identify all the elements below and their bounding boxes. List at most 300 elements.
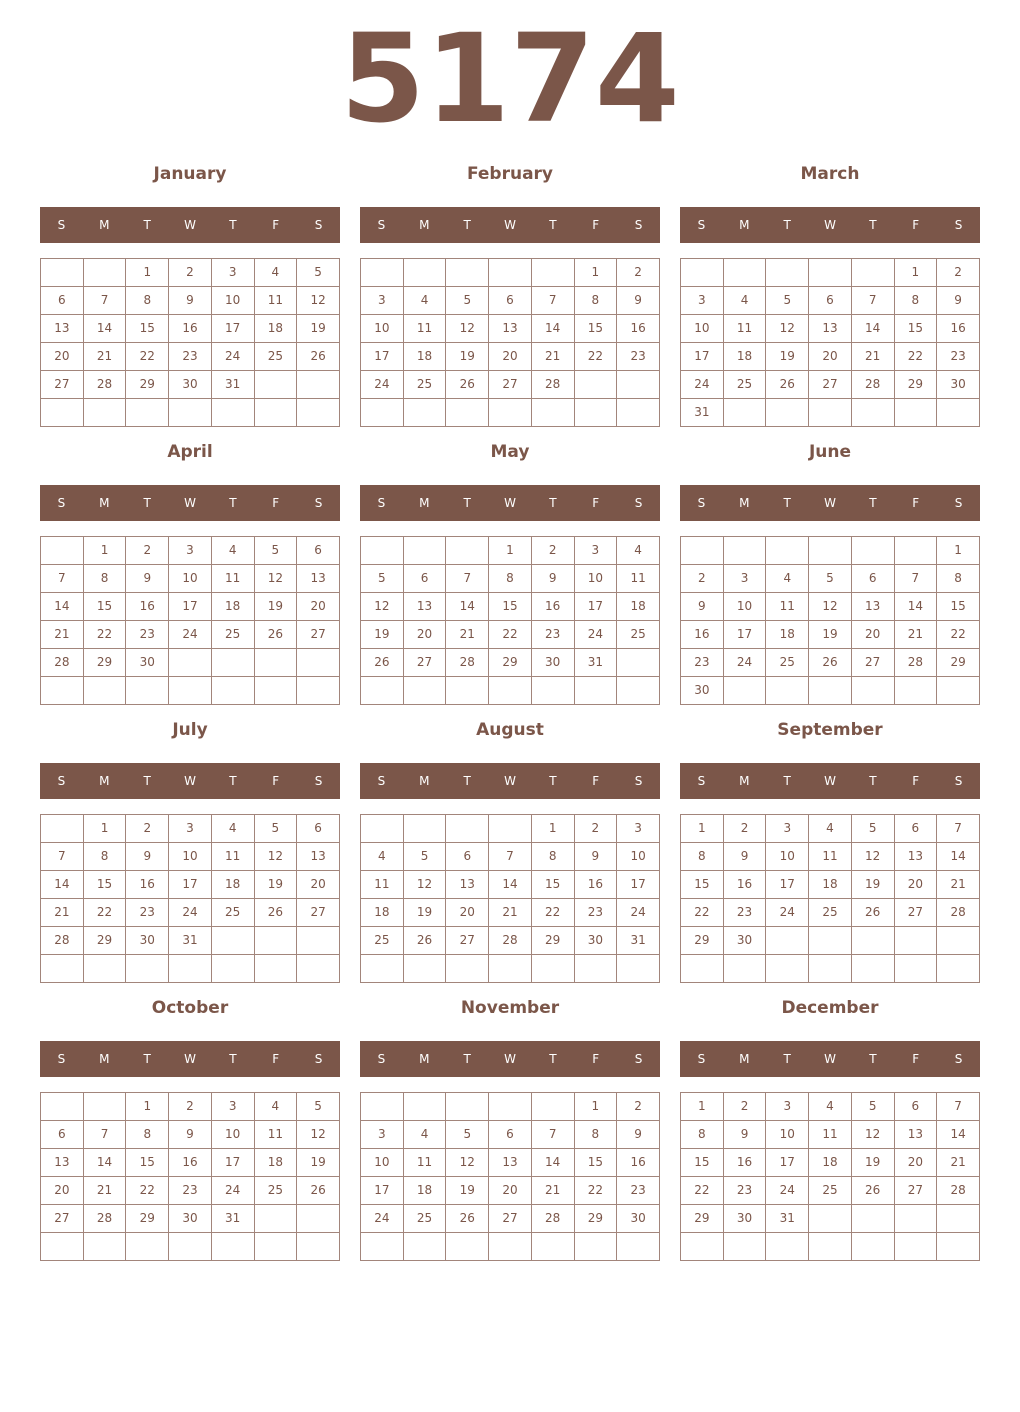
day-cell: 3 [211, 259, 254, 287]
day-cell [489, 259, 532, 287]
day-cell: 15 [531, 871, 574, 899]
day-cell: 22 [894, 343, 937, 371]
weekday-label: T [869, 774, 877, 788]
day-grid [360, 1092, 660, 1261]
day-cell: 28 [446, 649, 489, 677]
day-grid [40, 536, 340, 705]
day-cell: 11 [254, 1121, 297, 1149]
calendar-grid [40, 158, 980, 1270]
day-cell: 6 [489, 1121, 532, 1149]
weekday-header [680, 207, 980, 243]
day-cell: 27 [41, 1205, 84, 1233]
day-cell: 7 [446, 565, 489, 593]
month-name: January [153, 164, 227, 184]
day-cell [446, 259, 489, 287]
weekday-label: T [463, 1052, 471, 1066]
day-cell: 14 [531, 315, 574, 343]
day-cell: 11 [211, 843, 254, 871]
week-row [681, 677, 980, 705]
day-cell [126, 399, 169, 427]
weekday-label: W [504, 774, 516, 788]
weekday-label: M [99, 1052, 110, 1066]
week-row [681, 343, 980, 371]
day-cell: 9 [723, 843, 766, 871]
day-cell: 22 [531, 899, 574, 927]
day-cell: 28 [531, 371, 574, 399]
day-cell: 31 [766, 1205, 809, 1233]
weekday-label: W [184, 218, 196, 232]
day-cell: 23 [169, 1177, 212, 1205]
day-cell: 1 [126, 259, 169, 287]
day-cell: 9 [169, 287, 212, 315]
day-cell [403, 677, 446, 705]
week-row [41, 1233, 340, 1261]
day-cell: 8 [574, 287, 617, 315]
day-cell: 7 [489, 843, 532, 871]
day-cell: 19 [851, 1149, 894, 1177]
weekday-label: S [57, 1052, 66, 1066]
day-cell: 19 [403, 899, 446, 927]
weekday-header [40, 485, 340, 521]
day-cell: 1 [83, 537, 126, 565]
weekday-label: S [954, 1052, 963, 1066]
week-row [41, 1205, 340, 1233]
day-cell [83, 259, 126, 287]
day-cell: 13 [894, 1121, 937, 1149]
day-cell: 13 [851, 593, 894, 621]
day-cell: 15 [126, 315, 169, 343]
day-cell [723, 955, 766, 983]
week-row [361, 287, 660, 315]
day-cell: 27 [489, 371, 532, 399]
day-cell: 31 [617, 927, 660, 955]
day-cell [531, 677, 574, 705]
day-cell: 5 [297, 259, 340, 287]
day-cell [851, 259, 894, 287]
day-cell: 24 [766, 899, 809, 927]
day-cell: 12 [403, 871, 446, 899]
day-cell: 9 [617, 287, 660, 315]
day-cell: 20 [403, 621, 446, 649]
month-7 [360, 714, 660, 992]
day-cell: 19 [297, 1149, 340, 1177]
day-cell: 7 [937, 815, 980, 843]
week-row [41, 343, 340, 371]
day-cell: 15 [937, 593, 980, 621]
weekday-label: S [57, 496, 66, 510]
day-cell: 31 [211, 371, 254, 399]
day-cell: 20 [446, 899, 489, 927]
week-row [361, 343, 660, 371]
day-cell: 6 [297, 815, 340, 843]
day-cell: 19 [766, 343, 809, 371]
week-row [41, 621, 340, 649]
day-cell [446, 815, 489, 843]
day-cell: 12 [446, 1149, 489, 1177]
day-cell: 21 [531, 343, 574, 371]
week-row [681, 1205, 980, 1233]
day-cell [809, 259, 852, 287]
day-cell: 11 [254, 287, 297, 315]
week-row [361, 593, 660, 621]
week-row [41, 1093, 340, 1121]
day-cell [937, 927, 980, 955]
day-cell: 2 [126, 537, 169, 565]
day-cell [766, 537, 809, 565]
day-cell: 1 [83, 815, 126, 843]
day-cell: 17 [766, 1149, 809, 1177]
day-cell: 17 [361, 1177, 404, 1205]
week-row [41, 1149, 340, 1177]
weekday-label: M [739, 1052, 750, 1066]
day-cell: 1 [681, 815, 724, 843]
day-cell: 27 [403, 649, 446, 677]
day-cell: 24 [723, 649, 766, 677]
day-cell: 19 [446, 1177, 489, 1205]
day-cell [297, 371, 340, 399]
day-cell: 23 [723, 1177, 766, 1205]
day-cell [851, 677, 894, 705]
week-row [361, 677, 660, 705]
month-name: August [476, 720, 544, 740]
week-row [361, 621, 660, 649]
day-cell: 21 [851, 343, 894, 371]
day-cell: 30 [723, 1205, 766, 1233]
weekday-label: S [314, 218, 323, 232]
day-cell [254, 1233, 297, 1261]
week-row [361, 1093, 660, 1121]
day-cell [169, 677, 212, 705]
day-cell: 15 [489, 593, 532, 621]
weekday-label: M [419, 218, 430, 232]
weekday-label: S [634, 774, 643, 788]
week-row [681, 899, 980, 927]
day-cell: 14 [83, 1149, 126, 1177]
day-cell: 23 [126, 899, 169, 927]
day-cell: 21 [937, 871, 980, 899]
day-cell: 23 [681, 649, 724, 677]
day-cell: 13 [403, 593, 446, 621]
day-cell: 22 [574, 1177, 617, 1205]
day-cell: 18 [211, 871, 254, 899]
day-cell [41, 1093, 84, 1121]
weekday-label: W [824, 496, 836, 510]
day-cell: 9 [126, 843, 169, 871]
day-cell [766, 1233, 809, 1261]
day-cell: 18 [403, 343, 446, 371]
weekday-label: F [592, 218, 600, 232]
day-cell: 7 [41, 565, 84, 593]
day-cell: 28 [851, 371, 894, 399]
week-row [681, 1233, 980, 1261]
day-cell [446, 1233, 489, 1261]
day-cell [809, 1205, 852, 1233]
day-cell: 22 [83, 621, 126, 649]
week-row [41, 315, 340, 343]
day-cell [254, 649, 297, 677]
day-cell: 9 [617, 1121, 660, 1149]
day-cell [361, 1233, 404, 1261]
day-cell: 3 [361, 287, 404, 315]
weekday-label: T [549, 496, 557, 510]
day-cell: 12 [361, 593, 404, 621]
day-cell [489, 677, 532, 705]
week-row [361, 315, 660, 343]
day-cell: 3 [723, 565, 766, 593]
week-row [681, 565, 980, 593]
day-cell: 25 [211, 899, 254, 927]
month-name: October [151, 998, 229, 1018]
day-cell: 12 [254, 843, 297, 871]
month-name: May [490, 442, 530, 462]
day-cell: 29 [937, 649, 980, 677]
day-cell: 11 [211, 565, 254, 593]
week-row [681, 843, 980, 871]
week-row [41, 565, 340, 593]
day-cell: 3 [681, 287, 724, 315]
week-row [41, 649, 340, 677]
weekday-label: W [824, 774, 836, 788]
week-row [41, 287, 340, 315]
week-row [361, 843, 660, 871]
day-cell [809, 537, 852, 565]
day-cell: 3 [766, 815, 809, 843]
weekday-label: M [419, 774, 430, 788]
day-cell [723, 399, 766, 427]
day-cell: 8 [681, 1121, 724, 1149]
day-cell: 27 [894, 1177, 937, 1205]
day-cell: 16 [126, 593, 169, 621]
day-cell: 28 [41, 927, 84, 955]
day-cell: 22 [681, 1177, 724, 1205]
week-row [41, 815, 340, 843]
day-cell: 19 [809, 621, 852, 649]
week-row [681, 815, 980, 843]
day-cell: 28 [937, 1177, 980, 1205]
day-cell: 3 [617, 815, 660, 843]
weekday-label: S [634, 496, 643, 510]
day-cell: 17 [169, 593, 212, 621]
month-9 [40, 992, 340, 1270]
week-row [361, 259, 660, 287]
day-cell [361, 399, 404, 427]
day-cell: 15 [83, 871, 126, 899]
day-cell: 12 [851, 843, 894, 871]
day-cell [446, 537, 489, 565]
day-cell: 4 [766, 565, 809, 593]
day-cell [937, 1205, 980, 1233]
day-cell [617, 399, 660, 427]
weekday-label: W [824, 1052, 836, 1066]
day-cell: 24 [361, 371, 404, 399]
day-cell [126, 1233, 169, 1261]
week-row [361, 1177, 660, 1205]
weekday-label: S [697, 496, 706, 510]
weekday-label: M [739, 774, 750, 788]
day-cell [83, 1233, 126, 1261]
day-cell: 13 [894, 843, 937, 871]
day-cell: 4 [809, 815, 852, 843]
day-cell: 18 [254, 315, 297, 343]
day-cell: 18 [809, 871, 852, 899]
weekday-label: F [272, 218, 280, 232]
weekday-label: S [377, 774, 386, 788]
day-cell [531, 399, 574, 427]
day-cell [617, 955, 660, 983]
weekday-label: F [272, 774, 280, 788]
weekday-label: S [697, 774, 706, 788]
day-cell: 13 [489, 315, 532, 343]
day-cell [937, 955, 980, 983]
weekday-label: S [634, 218, 643, 232]
weekday-label: S [57, 218, 66, 232]
day-cell: 21 [83, 343, 126, 371]
weekday-label: T [549, 774, 557, 788]
week-row [361, 1205, 660, 1233]
weekday-label: S [697, 1052, 706, 1066]
weekday-label: S [314, 496, 323, 510]
day-cell [41, 259, 84, 287]
day-cell: 28 [531, 1205, 574, 1233]
week-row [361, 927, 660, 955]
day-cell: 16 [617, 1149, 660, 1177]
day-cell: 11 [809, 843, 852, 871]
day-cell: 16 [574, 871, 617, 899]
month-name: June [808, 442, 852, 462]
day-cell [617, 1233, 660, 1261]
day-cell [403, 1233, 446, 1261]
day-cell [254, 955, 297, 983]
day-cell [894, 537, 937, 565]
week-row [361, 565, 660, 593]
day-cell: 14 [937, 1121, 980, 1149]
day-cell: 21 [41, 621, 84, 649]
day-cell: 7 [41, 843, 84, 871]
week-row [41, 677, 340, 705]
day-cell: 22 [681, 899, 724, 927]
day-cell: 16 [723, 871, 766, 899]
week-row [41, 955, 340, 983]
day-cell: 21 [531, 1177, 574, 1205]
day-cell: 12 [254, 565, 297, 593]
day-cell [297, 955, 340, 983]
day-cell: 5 [851, 815, 894, 843]
day-cell: 11 [809, 1121, 852, 1149]
day-cell: 13 [809, 315, 852, 343]
weekday-header [680, 1041, 980, 1077]
day-cell: 4 [809, 1093, 852, 1121]
weekday-label: S [377, 496, 386, 510]
day-cell: 18 [617, 593, 660, 621]
weekday-label: T [463, 774, 471, 788]
day-cell [766, 927, 809, 955]
day-cell: 17 [211, 315, 254, 343]
day-cell: 7 [894, 565, 937, 593]
day-cell: 2 [574, 815, 617, 843]
day-cell: 22 [574, 343, 617, 371]
day-cell: 1 [126, 1093, 169, 1121]
month-11 [680, 992, 980, 1270]
day-cell: 28 [489, 927, 532, 955]
day-cell: 28 [937, 899, 980, 927]
day-grid [360, 814, 660, 983]
day-cell: 13 [446, 871, 489, 899]
day-cell: 1 [574, 259, 617, 287]
weekday-label: T [869, 1052, 877, 1066]
day-cell [297, 649, 340, 677]
day-cell: 25 [809, 1177, 852, 1205]
day-cell [723, 1233, 766, 1261]
day-cell [937, 677, 980, 705]
day-cell: 5 [766, 287, 809, 315]
day-cell: 8 [83, 843, 126, 871]
week-row [41, 259, 340, 287]
weekday-label: T [783, 218, 791, 232]
weekday-label: F [272, 1052, 280, 1066]
day-cell: 12 [766, 315, 809, 343]
day-cell: 4 [403, 287, 446, 315]
day-cell [489, 1233, 532, 1261]
day-cell: 13 [297, 565, 340, 593]
weekday-header [360, 207, 660, 243]
day-cell: 23 [937, 343, 980, 371]
day-cell: 26 [446, 1205, 489, 1233]
day-cell [403, 955, 446, 983]
day-cell [531, 1093, 574, 1121]
day-cell: 2 [937, 259, 980, 287]
day-cell: 7 [851, 287, 894, 315]
day-cell [723, 537, 766, 565]
day-cell: 26 [254, 621, 297, 649]
day-cell [211, 927, 254, 955]
day-cell: 27 [41, 371, 84, 399]
day-cell: 25 [766, 649, 809, 677]
day-cell: 8 [531, 843, 574, 871]
day-cell: 13 [297, 843, 340, 871]
month-0 [40, 158, 340, 436]
day-cell [361, 259, 404, 287]
day-cell: 25 [254, 343, 297, 371]
day-cell: 27 [489, 1205, 532, 1233]
week-row [681, 1121, 980, 1149]
month-name: November [460, 998, 560, 1018]
day-cell: 15 [681, 871, 724, 899]
weekday-label: S [634, 1052, 643, 1066]
weekday-label: S [377, 218, 386, 232]
day-cell: 15 [126, 1149, 169, 1177]
day-cell [361, 537, 404, 565]
day-cell [766, 677, 809, 705]
week-row [681, 371, 980, 399]
day-cell: 18 [211, 593, 254, 621]
week-row [41, 843, 340, 871]
weekday-label: F [912, 1052, 920, 1066]
day-cell: 31 [681, 399, 724, 427]
day-cell: 9 [126, 565, 169, 593]
day-cell [254, 927, 297, 955]
day-cell: 5 [254, 537, 297, 565]
day-cell: 6 [403, 565, 446, 593]
day-cell: 24 [574, 621, 617, 649]
day-cell: 13 [41, 1149, 84, 1177]
day-cell [489, 955, 532, 983]
day-cell: 5 [809, 565, 852, 593]
day-cell [361, 1093, 404, 1121]
day-cell: 31 [574, 649, 617, 677]
day-cell: 19 [851, 871, 894, 899]
day-cell [211, 677, 254, 705]
day-cell: 8 [937, 565, 980, 593]
